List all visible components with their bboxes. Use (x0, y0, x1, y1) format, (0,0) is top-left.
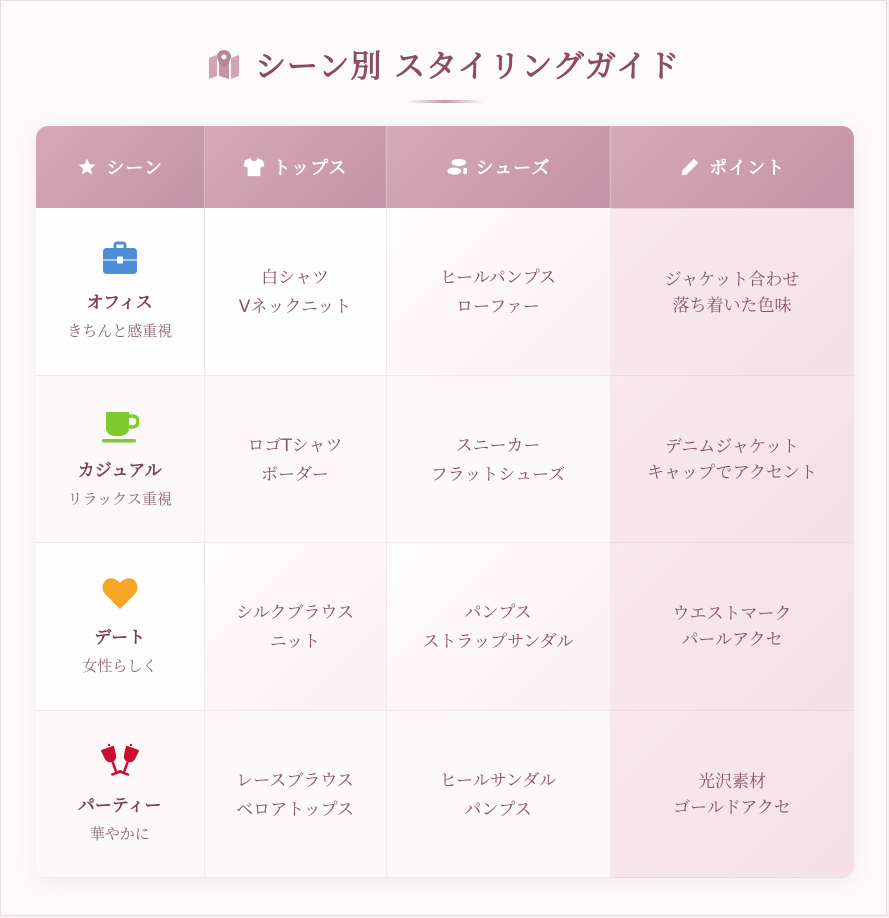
scene-cell (36, 208, 204, 375)
scene-subtitle: リラックス重視 (67, 489, 173, 508)
tops-item: ロゴTシャツ (247, 435, 343, 456)
tops-item: 白シャツ (261, 268, 329, 288)
shoes-item: フラットシューズ (430, 464, 566, 485)
point-item: 落ち着いた色味 (672, 295, 792, 316)
tops-item: ニット (269, 632, 321, 653)
tops-item: ベロアトップス (236, 799, 354, 820)
point-item: ジャケット合わせ (664, 269, 800, 290)
scene-name: パーティー (77, 795, 162, 816)
header-tops: トップス (204, 126, 386, 208)
point-cell (610, 710, 854, 877)
tops-cell (204, 375, 386, 542)
tops-item: レースブラウス (236, 770, 354, 791)
point-cell (610, 208, 854, 375)
scene-name: カジュアル (77, 460, 162, 481)
point-item: ウエストマーク (672, 604, 792, 625)
scene-name: デート (94, 628, 146, 649)
shoes-cell (386, 710, 610, 877)
header-scene: シーン (36, 126, 204, 208)
title-divider (406, 100, 484, 103)
shoe-prints-icon (446, 157, 468, 177)
shoes-cell (386, 543, 610, 710)
shoes-item: ヒールサンダル (439, 770, 557, 791)
shoes-cell (386, 208, 610, 375)
point-item: デニムジャケット (664, 436, 800, 457)
tops-cell (204, 710, 386, 877)
tops-cell (204, 543, 386, 710)
scene-cell (36, 543, 204, 710)
tops-item: シルクブラウス (236, 603, 354, 624)
table-row-party (36, 710, 854, 877)
wine-glasses-icon (101, 743, 139, 781)
shoes-item: ローファー (456, 297, 540, 317)
page-title: シーン別 スタイリングガイド (254, 49, 680, 85)
point-cell (610, 375, 854, 542)
scene-subtitle: 女性らしく (82, 657, 158, 676)
shoes-item: ストラップサンダル (422, 632, 574, 653)
star-icon (76, 157, 98, 177)
styling-table (36, 126, 854, 878)
shoes-item: スニーカー (455, 435, 541, 456)
header-shoes: シューズ (386, 126, 610, 208)
shoes-cell (386, 375, 610, 542)
tops-item: Vネックニット (238, 297, 352, 317)
point-item: 光沢素材 (698, 771, 766, 792)
point-cell (610, 543, 854, 710)
table-row-date (36, 543, 854, 710)
header (1, 41, 886, 86)
scene-subtitle: 華やかに (89, 824, 150, 843)
pencil-icon (679, 157, 701, 177)
heart-icon (101, 575, 139, 613)
briefcase-icon (101, 240, 139, 278)
point-item: ゴールドアクセ (673, 797, 791, 818)
shoes-item: パンプス (464, 799, 532, 820)
point-item: パールアクセ (681, 630, 783, 651)
table-row-casual (36, 375, 854, 542)
styling-table-card (36, 126, 854, 878)
tops-item: ボーダー (261, 464, 329, 485)
tops-cell (204, 208, 386, 375)
tshirt-icon (243, 157, 265, 177)
point-item: キャップでアクセント (647, 462, 817, 483)
shoes-item: パンプス (464, 603, 532, 624)
coffee-cup-icon (101, 408, 139, 446)
map-marker-icon (207, 49, 241, 79)
scene-cell (36, 710, 204, 877)
header-point: ポイント (610, 126, 854, 208)
scene-subtitle: きちんと感重視 (67, 322, 173, 340)
table-header-row (36, 126, 854, 208)
table-row-office (36, 208, 854, 375)
scene-cell (36, 375, 204, 542)
scene-name: オフィス (86, 293, 153, 313)
shoes-item: ヒールパンプス (439, 268, 557, 288)
